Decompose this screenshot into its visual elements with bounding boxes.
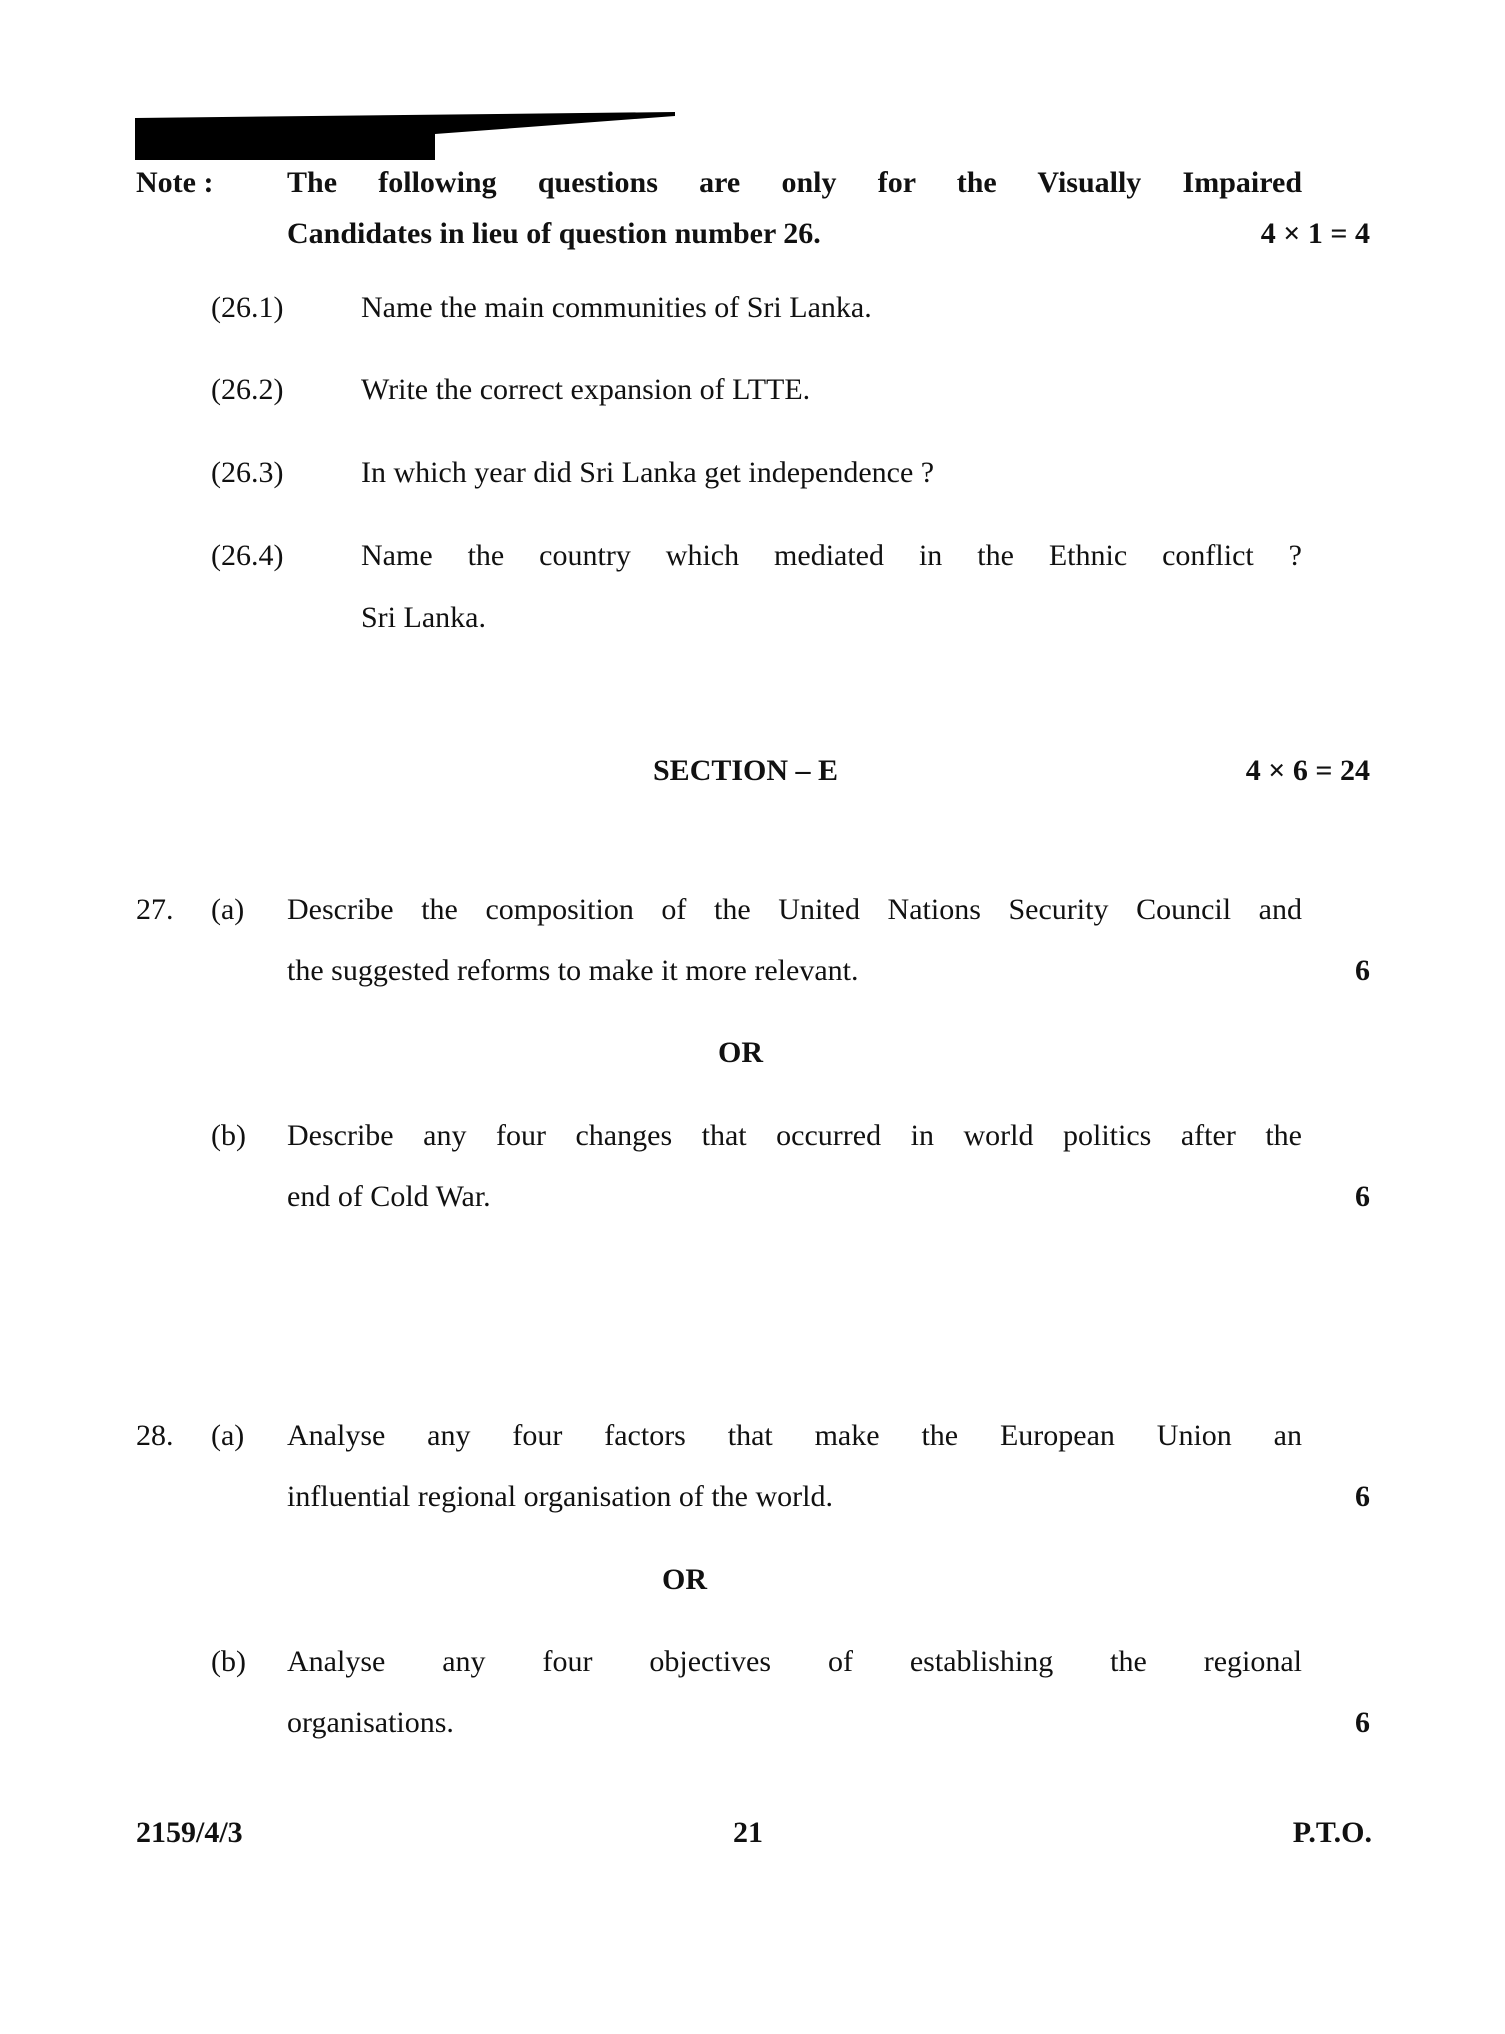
question-text: the suggested reforms to make it more relevant. [287,954,859,987]
question-part-label: (a) [211,893,245,926]
paper-code: 2159/4/3 [136,1816,243,1849]
question-part-label: (b) [211,1645,246,1678]
vi-question-num: (26.1) [211,291,284,324]
vi-question-num: (26.2) [211,373,284,406]
vi-question-text: Name the country which mediated in the Ethnic conflict ? [361,539,1302,572]
question-text: Analyse any four factors that make the European Union an [287,1419,1302,1452]
question-marks: 6 [1355,1706,1370,1739]
pto-label: P.T.O. [1292,1816,1372,1849]
question-text: Analyse any four objectives of establishing the regional [287,1645,1302,1678]
vi-question-text: In which year did Sri Lanka get independence ? [361,456,935,489]
vi-question-text: Write the correct expansion of LTTE. [361,373,811,406]
section-marks: 4 × 6 = 24 [1245,754,1370,787]
question-marks: 6 [1355,1180,1370,1213]
question-text: Describe the composition of the United Nations Security Council and [287,893,1302,926]
page-number: 21 [733,1816,763,1849]
vi-question-text-continued: Sri Lanka. [361,601,486,634]
note-line-2: Candidates in lieu of question number 26. [287,217,821,250]
question-text: Describe any four changes that occurred in world politics after the [287,1119,1302,1152]
question-text: organisations. [287,1706,454,1739]
note-marks: 4 × 1 = 4 [1260,217,1370,250]
or-separator: OR [662,1563,707,1596]
question-text: end of Cold War. [287,1180,491,1213]
vi-question-text: Name the main communities of Sri Lanka. [361,291,872,324]
question-part-label: (a) [211,1419,245,1452]
or-separator: OR [718,1036,763,1069]
note-line-1: The following questions are only for the Visually Impaired [287,166,1302,199]
question-part-label: (b) [211,1119,246,1152]
redaction-bar [135,112,675,164]
question-marks: 6 [1355,1480,1370,1513]
vi-question-num: (26.4) [211,539,284,572]
question-number: 28. [136,1419,174,1452]
question-number: 27. [136,893,174,926]
note-label: Note : [136,166,214,199]
question-marks: 6 [1355,954,1370,987]
vi-question-num: (26.3) [211,456,284,489]
question-text: influential regional organisation of the world. [287,1480,833,1513]
section-title: SECTION – E [653,754,839,787]
